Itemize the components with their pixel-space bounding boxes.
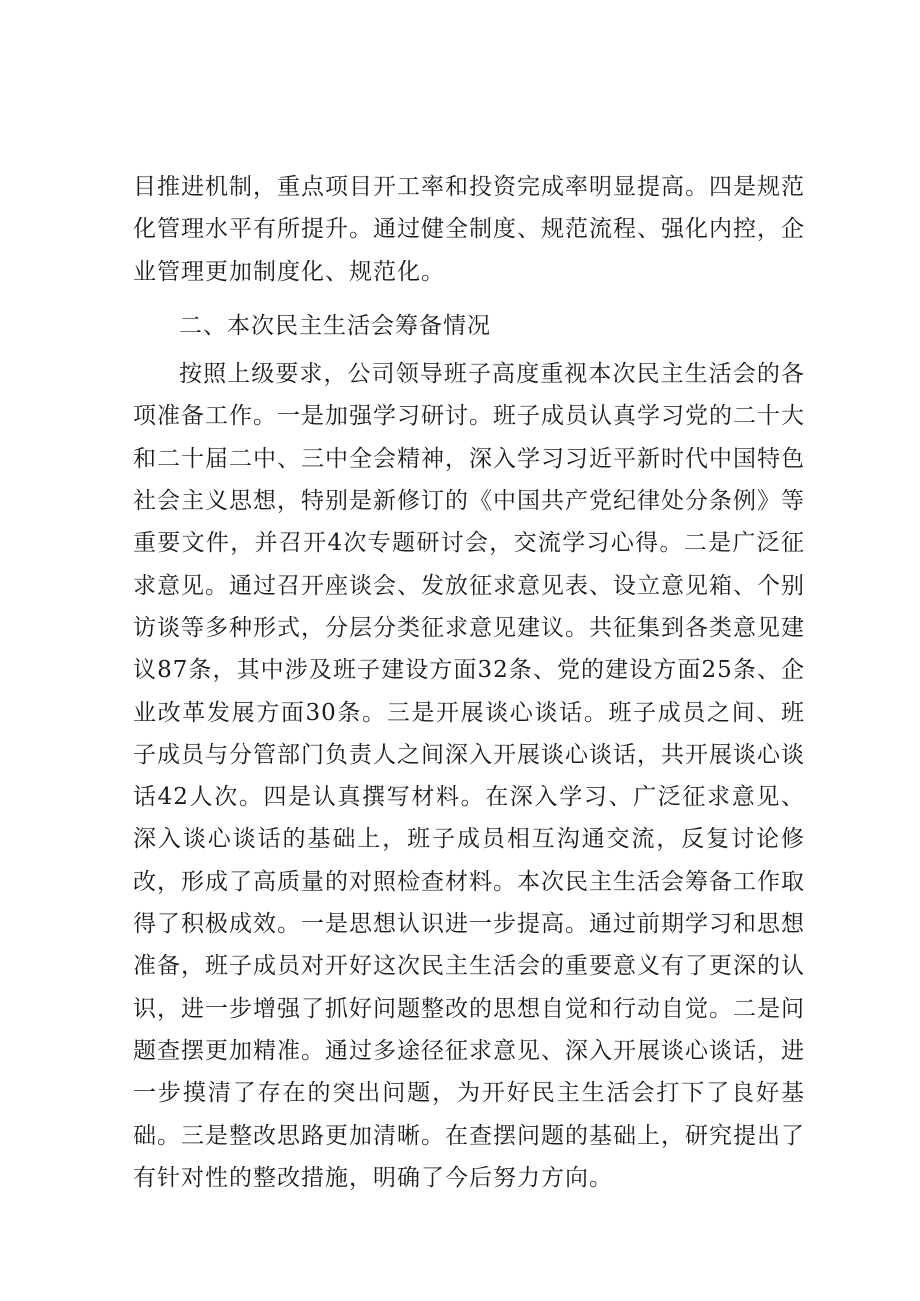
paragraph-main: 按照上级要求，公司领导班子高度重视本次民主生活会的各项准备工作。一是加强学习研讨。班子成员认真学习党的二十大和二十届二中、三中全会精神，深入学习习近平新时代中国特色社会主义思想，特别是新修订的《中国共产党纪律处分条例》等重要文件，并召开4次专题研讨会，交流学习心得。二是广泛征求意见。通过召开座谈会、发放征求意见表、设立意见箱、个别访谈等多种形式，分层分类征求意见建议。共征集到各类意见建议87条，其中涉及班子建设方面32条、党的建设方面25条、企业改革发展方面30条。三是开展谈心谈话。班子成员之间、班子成员与分管部门负责人之间深入开展谈心谈话，共开展谈心谈话42人次。四是认真撰写材料。在深入学习、广泛征求意见、深入谈心谈话的基础上，班子成员相互沟通交流，反复讨论修改，形成了高质量的对照检查材料。本次民主生活会筹备工作取得了积极成效。一是思想认识进一步提高。通过前期学习和思想准备，班子成员对开好这次民主生活会的重要意义有了更深的认识，进一步增强了抓好问题整改的思想自觉和行动自觉。二是问题查摆更加精准。通过多途径征求意见、深入开展谈心谈话，进一步摸清了存在的突出问题，为开好民主生活会打下了良好基础。三是整改思路更加清晰。在查摆问题的基础上，研究提出了有针对性的整改措施，明确了今后努力方向。 (133, 361, 805, 1191)
paragraph-continued: 目推进机制，重点项目开工率和投资完成率明显提高。四是规范化管理水平有所提升。通过健全制度、规范流程、强化内控，企业管理更加制度化、规范化。 (133, 174, 805, 285)
document-body (133, 166, 805, 1199)
section-heading: 二、本次民主生活会筹备情况 (179, 312, 491, 339)
